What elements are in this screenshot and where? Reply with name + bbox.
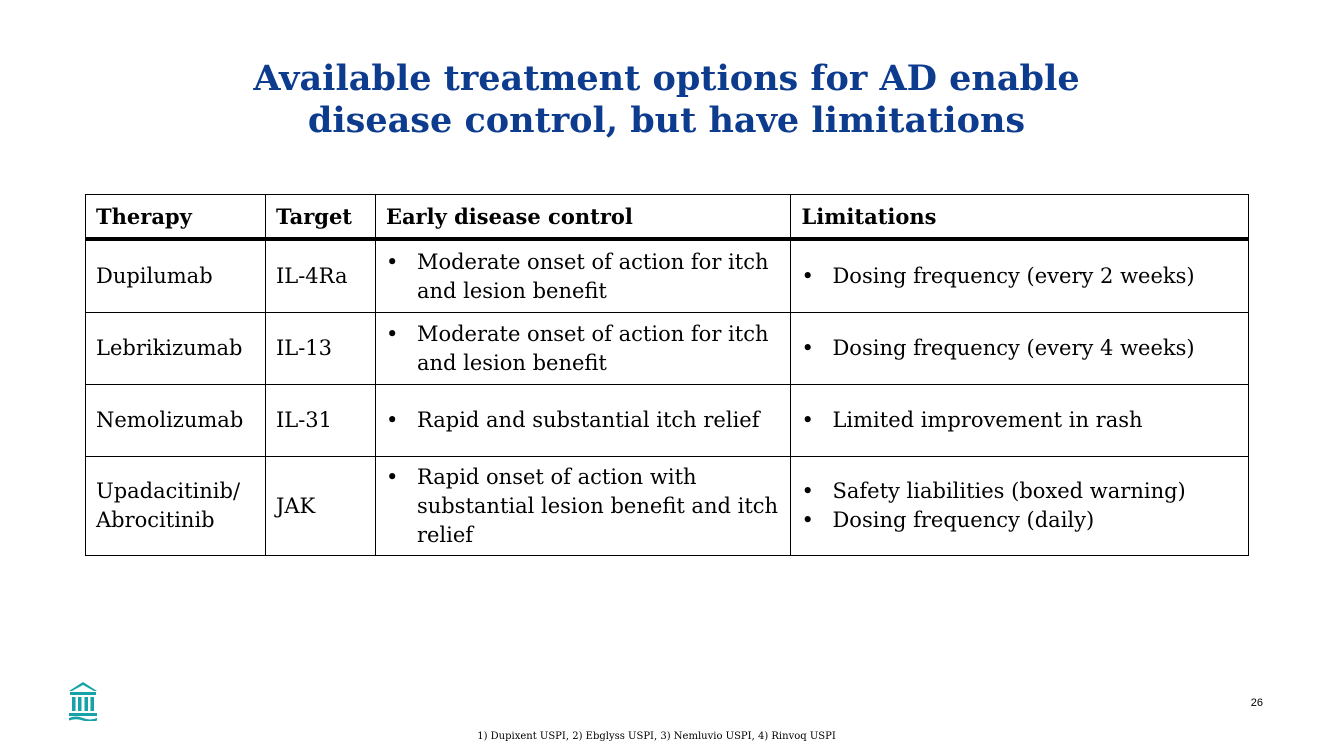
early-control-bullet: • Moderate onset of action for itch and lesion benefit (386, 248, 781, 306)
header-early-disease-control: Early disease control (375, 195, 791, 240)
header-target: Target (265, 195, 375, 240)
table-header-row (86, 195, 1249, 240)
early-control-cell (375, 385, 791, 457)
header-limitations: Limitations (791, 195, 1249, 240)
slide-title (0, 58, 1333, 142)
target-cell: IL-4Ra (265, 239, 375, 313)
limitations-cell (791, 457, 1249, 556)
limitations-cell (791, 385, 1249, 457)
slide-title-line-1: Available treatment options for AD enable (253, 58, 1080, 99)
therapy-cell: Nemolizumab (86, 385, 266, 457)
limitation-bullet: • Limited improvement in rash (801, 406, 1238, 435)
table-row (86, 457, 1249, 556)
target-cell: IL-31 (265, 385, 375, 457)
limitations-cell (791, 239, 1249, 313)
table-row (86, 313, 1249, 385)
limitation-bullet: • Dosing frequency (every 2 weeks) (801, 262, 1238, 291)
limitation-bullet: • Safety liabilities (boxed warning) (801, 477, 1238, 506)
early-control-cell (375, 239, 791, 313)
early-control-bullet: • Rapid onset of action with substantial lesion benefit and itch relief (386, 463, 781, 550)
footnote-references: 1) Dupixent USPI, 2) Ebglyss USPI, 3) Nemluvio USPI, 4) Rinvoq USPI (477, 731, 836, 742)
therapy-cell: Upadacitinib/ Abrocitinib (86, 457, 266, 556)
early-control-cell (375, 457, 791, 556)
treatment-options-table (85, 194, 1249, 556)
therapy-cell: Dupilumab (86, 239, 266, 313)
table-row (86, 239, 1249, 313)
target-cell: IL-13 (265, 313, 375, 385)
limitation-bullet: • Dosing frequency (every 4 weeks) (801, 334, 1238, 363)
early-control-cell (375, 313, 791, 385)
page-number: 26 (1250, 697, 1263, 709)
header-therapy: Therapy (86, 195, 266, 240)
building-columns-icon (67, 681, 99, 721)
limitation-bullet: • Dosing frequency (daily) (801, 506, 1238, 535)
limitations-cell (791, 313, 1249, 385)
table-row (86, 385, 1249, 457)
early-control-bullet: • Moderate onset of action for itch and lesion benefit (386, 320, 781, 378)
target-cell: JAK (265, 457, 375, 556)
early-control-bullet: • Rapid and substantial itch relief (386, 406, 781, 435)
slide-title-line-2: disease control, but have limitations (307, 100, 1026, 141)
therapy-cell: Lebrikizumab (86, 313, 266, 385)
